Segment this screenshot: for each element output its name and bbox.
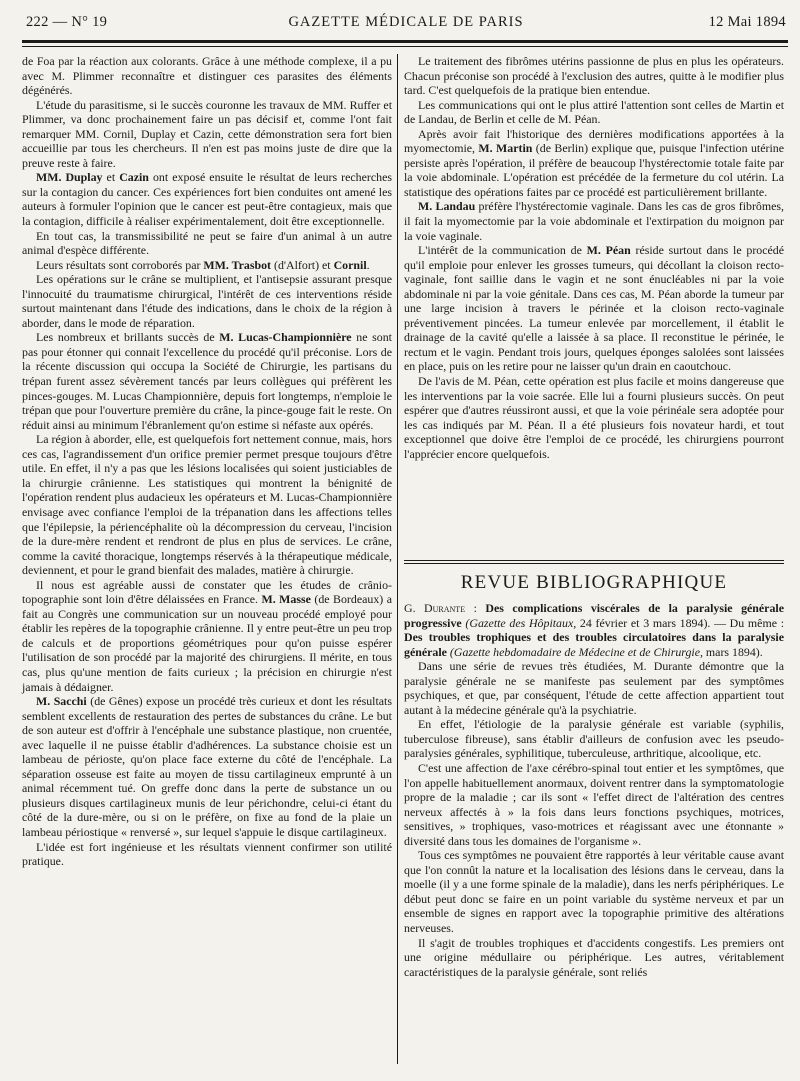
left-column — [22, 54, 392, 869]
paragraph: Leurs résultats sont corroborés par MM. Trasbot (d'Alfort) et Cornil. — [36, 257, 370, 272]
paragraph: Il s'agit de troubles trophiques et d'accidents congestifs. Les premiers ont une origine médullaire ou périphérique. Les autres, véritablement caractéristiques de la paralysie générale, sont reliés — [404, 935, 784, 979]
author-name: Cazin — [119, 170, 149, 185]
paragraph: C'est une affection de l'axe cérébro-spinal tout entier et les symptômes, que l'on appelle habituellement anormaux, doivent rentrer dans la symptomatologie propre de la maladie ; car ils sont « l'effet direct de l'altération des centres nerveux affectés à » la fois dans leurs fonctions psychiques, motrices, sensitives, » trophiques, vaso-motrices et réagissant avec une étonnante » diversité dans tous les domaines de l'organisme ». — [404, 761, 784, 848]
paragraph: Les communications qui ont le plus attiré l'attention sont celles de Martin et de Landau, de Berlin et celle de M. Péan. — [404, 97, 784, 127]
issue-date: 12 Mai 1894 — [708, 14, 786, 30]
paragraph: Tous ces symptômes ne pouvaient être rapportés à leur véritable cause avant que l'on connût la nature et la localisation des lésions dans le cerveau, dans la moelle (il y a une forme spinale de la maladie), dans les nerfs périphériques. Le début peut donc se faire en un point variable du système nerveux et par un ensemble de signes en rapport avec la topographie primitive des altérations nerveuses. — [404, 848, 784, 936]
paragraph: M. Sacchi (de Gênes) expose un procédé très curieux et dont les résultats semblent excellents de restauration des pertes de substances du crâne. Le but de son auteur est d'offrir à l'encéphale une substance plastique, non cruentée, avec laquelle il ne puisse établir d'adhérences. La substance choisie est un lambeau de périoste, qu'on place face externe du côté de l'encéphale. La séparation osseuse est faite au moyen de tissu cartilagineux emprunté à un animal récemment tué. On greffe donc dans la perte de substance un ou plusieurs disques cartilagineux munis de leur périchondre, celui-ci étant du côté de la dure-mère, ou si on le préfère, on fixe au fond de la plaie un lambeau périostique « renversé », sur lequel s'appuie le disque cartilagineux. — [22, 694, 392, 839]
author-name: M. Sacchi — [36, 694, 87, 709]
page-number: 222 — N° 19 — [26, 14, 108, 30]
paragraph: Le traitement des fibrômes utérins passionne de plus en plus les opérateurs. Chacun préconise son procédé à l'exclusion des autres, quitte à le modifier plus tard. C'est quelquefois de la pratique bien entendue. — [404, 54, 784, 98]
section-title: REVUE BIBLIOGRAPHIQUE — [460, 572, 728, 593]
page-header — [26, 14, 786, 36]
bibliography-body — [404, 659, 784, 979]
journal-title: GAZETTE MÉDICALE DE PARIS — [288, 14, 524, 30]
author-name: MM. Trasbot — [203, 257, 272, 272]
paragraph: MM. Duplay et Cazin ont exposé ensuite le résultat de leurs recherches sur la contagion du cancer. Ces expériences fort bien conduites ont amené les auteurs à formuler l'opinion que le cancer est peut-être contagieux, mais que la contagion, difficile à réaliser expérimentalement, doit être exceptionnelle. — [22, 170, 392, 229]
author-name: Cornil — [333, 257, 367, 272]
header-rule — [22, 40, 788, 47]
author-name: M. Péan — [586, 243, 631, 258]
paragraph: L'idée est fort ingénieuse et les résultats viennent confirmer son utilité pratique. — [22, 839, 392, 869]
section-separator — [404, 560, 784, 564]
paragraph: L'étude du parasitisme, si le succès couronne les travaux de MM. Ruffer et Plimmer, va donc prochainement faire un pas décisif et, comme l'ont fait remarquer MM. Cornil, Duplay et Cazin, cette démonstration sera fort bien accueillie par tous les chercheurs. Il n'en est pas moins juste de dire que la preuve reste à faire. — [22, 97, 392, 170]
paragraph: Après avoir fait l'historique des dernières modifications apportées à la myomectomie, M. Martin (de Berlin) explique que, puisque l'infection utérine persiste après l'opération, il préfère de beaucoup l'hystérectomie totale faite par la voie abdominale. L'opération est précédée de la fermeture du col utérin. La statistique des opérations faites par ce procédé est particulièrement brillante. — [404, 126, 785, 199]
paragraph: Les nombreux et brillants succès de M. Lucas-Championnière ne sont pas pour étonner qui connait l'excellence du procédé qu'il préconise. Lors de la récente discussion qui occupa la Société de Chirurgie, les partisans du trépan furent assez sévèrement tancés par leurs collègues qui préfèrent les pinces-gouges. M. Lucas Championnière, depuis fort longtemps, n'emploie le trépan que pour l'ouverture première du crâne, la pince-gouge fait le reste. On réduit ainsi au minimum l'ébranlement qu'on estime si néfaste aux opérés. — [22, 330, 392, 432]
paragraph: Dans une série de revues très étudiées, M. Durante démontre que la paralysie générale ne se manifeste pas seulement par des symptômes psychiques, et que, par conséquent, l'étude de cette affection appartient tout autant à la médecine générale qu'à la psychiatrie. — [404, 659, 784, 717]
author-name: M. Masse — [261, 592, 311, 607]
bibliography-section — [404, 601, 784, 979]
paragraph: En tout cas, la transmissibilité ne peut se faire d'un animal à un autre animal d'espèce différente. — [22, 228, 392, 258]
paragraph: Il nous est agréable aussi de constater que les études de crânio-topographie sont loin d'être délaissées en France. M. Masse (de Bordeaux) a fait au Congrès une communication sur un nouveau procédé employé pour établir les repères de la topographie crânienne. Il y entre peut-être un peu trop de calculs et de proportions géométriques pour qu'on puisse espérer l'utilisation de son procédé par la majorité des chirurgiens. Il mérite, en tous cas, plus qu'une mention de faits curieux ; la précision en chirurgie n'est jamais à dédaigner. — [22, 577, 392, 694]
author-name: M. Lucas-Championnière — [219, 330, 352, 345]
paragraph: En effet, l'étiologie de la paralysie générale est variable (syphilis, tuberculose fibreuse), sans établir d'ailleurs de confusion avec les pseudo-paralysies générales, syphilitique, tuberculeuse, arthritique, alcoolique, etc. — [404, 717, 784, 761]
right-column — [404, 54, 784, 461]
paragraph: De l'avis de M. Péan, cette opération est plus facile et moins dangereuse que les interventions par la voie sacrée. Elle lui a fourni plusieurs succès. On peut espérer que d'autres réussiront aussi, et que la voie périnéale sera adoptée pour les cas indiqués par M. Péan. Il a été plusieurs fois novateur hardi, et tout exceptionnel que doive être l'emploi de ce procédé, les chirurgiens pourront l'apprécier encore quelquefois. — [404, 374, 784, 461]
bibliography-reference: G. Durante : Des complications viscérales de la paralysie générale progressive (Gazette des Hôpitaux, 24 février et 3 mars 1894). — Du même : Des troubles trophiques et des troubles circulatoires dans la paralysie générale (Gazette hebdomadaire de Médecine et de Chirurgie, mars 1894). — [404, 601, 784, 659]
author-name: MM. Duplay — [36, 170, 103, 185]
paragraph: L'intérêt de la communication de M. Péan réside surtout dans le procédé qu'il emploie pour enlever les grosses tumeurs, qui décollant la cloison recto-vaginale, font saillie dans le vagin et ne sont énucléables ni par la voie abdominale ni par la voie génitale. Dans ces cas, M. Péan aborde la tumeur par une large incision à travers le périnée et la cloison recto-vaginale préventivement pincées. La tumeur enlevée par morcellement, il établit le drainage de la cavité qu'elle a laissée à sa place. Il reconstitue le périnée, le rectum et le vagin. Pendant trois jours, quelques éponges salolées sont laissées en place, puis on les retire pour ne laisser qu'un drain en caoutchouc. — [404, 243, 785, 374]
paragraph: La région à aborder, elle, est quelquefois fort nettement connue, mais, hors ces cas, l'agrandissement d'un orifice premier permet presque toujours d'être utile. En effet, il n'y a pas que les lésions localisées qui soient justiciables de la chirurgie crânienne. Les statistiques qui montrent la bénignité de l'opération rendent plus audacieux les opérateurs et M. Lucas-Championnière envisage avec confiance l'emploi de la trépanation dans les affections telles que l'épilepsie, la périencéphalite où la décompression du cerveau, l'incision de la dure-mère rendent et rendront de plus en plus de services. Le crâne, comme la cavité thoracique, longtemps réservés à la thérapeutique médicale, deviennent, et pour le grand bienfait des malades, matière à chirurgie. — [22, 432, 392, 578]
paragraph: Les opérations sur le crâne se multiplient, et l'antisepsie assurant presque l'innocuité du traumatisme chirurgical, l'intérêt de ces interventions réside surtout maintenant dans l'étude des indications, dans le choix de la région à aborder, dans le mode de réparation. — [22, 272, 392, 330]
column-divider — [397, 54, 398, 1064]
author-name: M. Landau — [418, 199, 476, 214]
paragraph: M. Landau préfère l'hystérectomie vaginale. Dans les cas de gros fibrômes, il fait la myomectomie par la voie abdominale et l'extirpation du moignon par la voie vaginale. — [404, 199, 784, 243]
author-name: M. Martin — [478, 141, 533, 156]
paragraph: de Foa par la réaction aux colorants. Grâce à une méthode complexe, il a pu avec M. Plimmer reconnaître et distinguer ces parasites des éléments dégénérés. — [22, 54, 392, 98]
